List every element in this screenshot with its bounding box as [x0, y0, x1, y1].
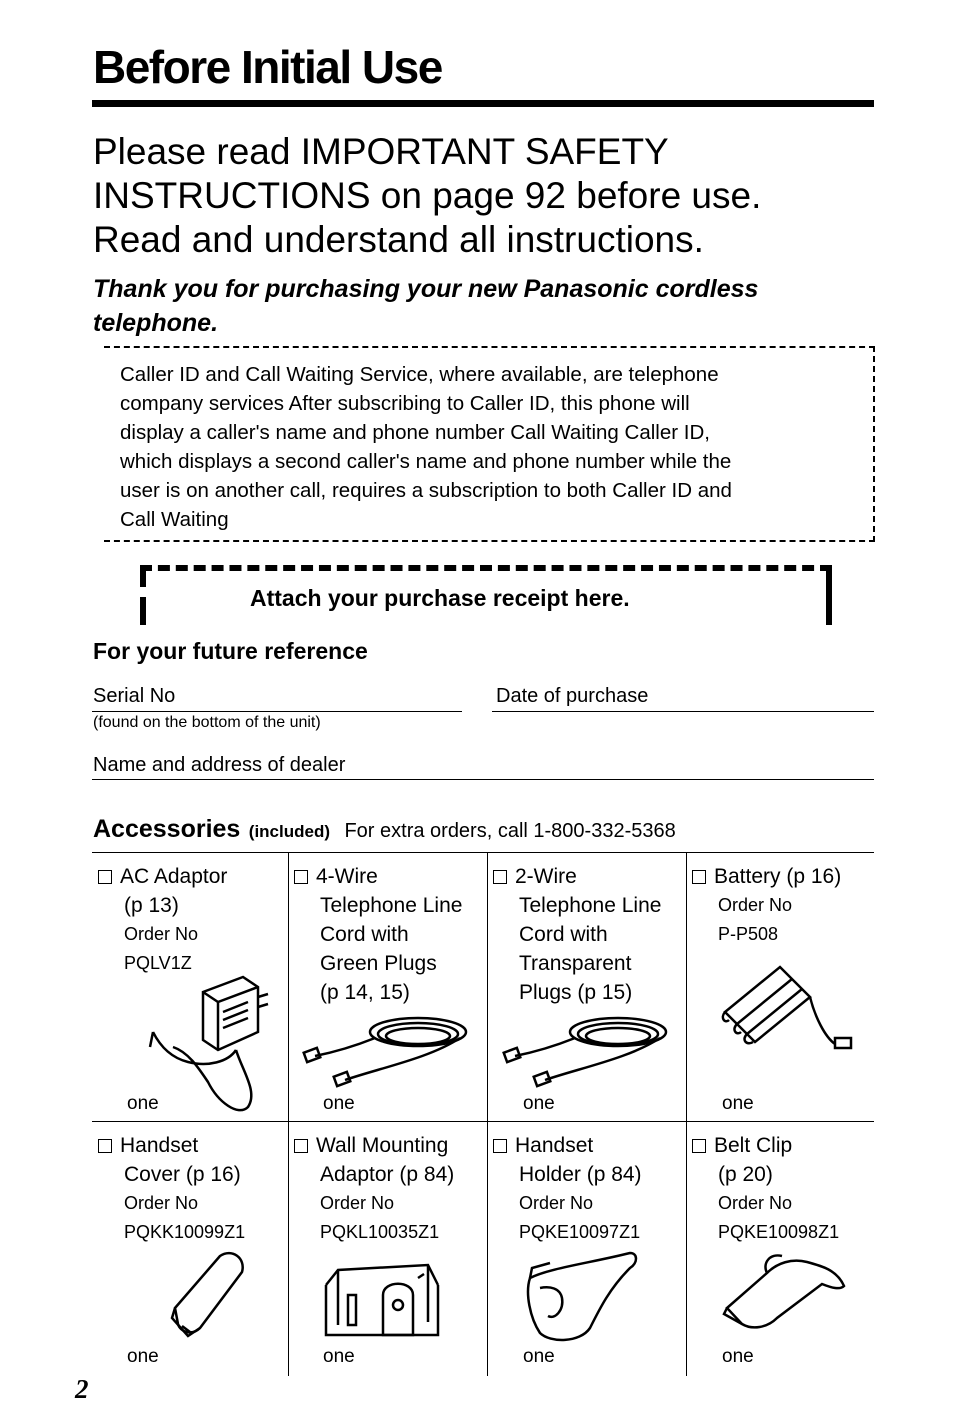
checkbox-icon: [294, 870, 308, 884]
item-name: AC Adaptor: [98, 862, 294, 891]
checkbox-icon: [493, 1139, 507, 1153]
safety-line: INSTRUCTIONS on page 92 before use.: [93, 175, 762, 216]
page-title: Before Initial Use: [93, 41, 442, 93]
order-code: PQLV1Z: [124, 953, 192, 973]
item-name-line: Holder (p 84): [519, 1163, 642, 1186]
item-name-line: Telephone Line: [519, 894, 662, 917]
item-quantity: one: [323, 1093, 355, 1114]
order-code: P-P508: [718, 924, 779, 944]
reference-heading: For your future reference: [93, 638, 368, 664]
grid-divider: [92, 1121, 874, 1122]
page-number: 2: [75, 1374, 89, 1404]
receipt-label: Attach your purchase receipt here.: [250, 585, 630, 611]
item-quantity: one: [722, 1346, 754, 1367]
item-quantity: one: [127, 1093, 159, 1114]
accessory-item: [294, 862, 490, 1007]
safety-notice: [93, 130, 893, 262]
dealer-label: Name and address of dealer: [93, 754, 346, 776]
accessory-item: [98, 862, 294, 978]
telephone-cord-icon: [300, 1008, 478, 1090]
note-line: Call Waiting: [120, 508, 229, 531]
item-name-line: (p 14, 15): [320, 981, 410, 1004]
serial-number-note: (found on the bottom of the unit): [93, 714, 321, 731]
accessories-title: Accessories: [93, 815, 241, 843]
note-line: user is on another call, requires a subscription to both Caller ID and: [120, 479, 732, 502]
order-label: Order No: [124, 1193, 199, 1213]
item-name-line: Cover (p 16): [124, 1163, 241, 1186]
telephone-cord-icon: [500, 1008, 678, 1090]
item-name-line: Telephone Line: [320, 894, 463, 917]
caller-id-note: [120, 360, 840, 534]
safety-line: Please read IMPORTANT SAFETY: [93, 131, 669, 172]
serial-number-line: [92, 711, 462, 712]
order-code: PQKL10035Z1: [320, 1222, 440, 1242]
thank-you-message: Thank you for purchasing your new Panasonic cordless telephone.: [93, 275, 759, 337]
item-name: Handset: [493, 1131, 689, 1160]
belt-clip-icon: [722, 1248, 852, 1343]
item-name-line: Transparent: [519, 952, 632, 975]
handset-holder-icon: [520, 1248, 645, 1348]
order-code: PQKE10098Z1: [718, 1222, 840, 1242]
purchase-date-label: Date of purchase: [496, 685, 649, 707]
checkbox-icon: [98, 1139, 112, 1153]
purchase-date-line: [492, 711, 874, 712]
item-name-line: Cord with: [519, 923, 608, 946]
accessory-item: [98, 1131, 294, 1247]
note-line: display a caller's name and phone number Call Waiting Caller ID,: [120, 421, 710, 444]
item-name: Belt Clip: [692, 1131, 888, 1160]
item-name-line: (p 13): [124, 894, 179, 917]
ac-adaptor-icon: [148, 972, 273, 1117]
item-quantity: one: [523, 1093, 555, 1114]
checkbox-icon: [98, 870, 112, 884]
accessory-item: [493, 862, 689, 1007]
item-name: Battery (p 16): [692, 862, 888, 891]
order-code: PQKK10099Z1: [124, 1222, 246, 1242]
item-name-line: (p 20): [718, 1163, 773, 1186]
serial-number-label: Serial No: [93, 685, 176, 707]
checkbox-icon: [692, 1139, 706, 1153]
item-name-line: Adaptor (p 84): [320, 1163, 455, 1186]
safety-line: Read and understand all instructions.: [93, 219, 704, 260]
checkbox-icon: [294, 1139, 308, 1153]
dealer-line: [92, 779, 874, 780]
order-label: Order No: [124, 924, 199, 944]
checkbox-icon: [692, 870, 706, 884]
item-name-line: Green Plugs: [320, 952, 437, 975]
checkbox-icon: [493, 870, 507, 884]
note-line: Caller ID and Call Waiting Service, where available, are telephone: [120, 363, 719, 386]
item-name: 2-Wire: [493, 862, 689, 891]
title-rule: [92, 100, 874, 107]
item-quantity: one: [127, 1346, 159, 1367]
note-line: which displays a second caller's name and phone number while the: [120, 450, 732, 473]
accessory-item: [294, 1131, 490, 1247]
item-name-line: Cord with: [320, 923, 409, 946]
item-quantity: one: [523, 1346, 555, 1367]
battery-pack-icon: [715, 962, 865, 1077]
wall-mounting-adaptor-icon: [318, 1250, 453, 1345]
handset-cover-icon: [170, 1248, 250, 1343]
item-name: 4-Wire: [294, 862, 490, 891]
accessories-order-note: For extra orders, call 1-800-332-5368: [344, 820, 676, 842]
order-label: Order No: [320, 1193, 395, 1213]
item-name-line: Plugs (p 15): [519, 981, 633, 1004]
note-line: company services After subscribing to Caller ID, this phone will: [120, 392, 690, 415]
order-code: PQKE10097Z1: [519, 1222, 641, 1242]
item-name: Wall Mounting: [294, 1131, 490, 1160]
item-name: Handset: [98, 1131, 294, 1160]
accessory-item: [692, 1131, 888, 1247]
accessories-included: (included): [248, 822, 330, 841]
item-quantity: one: [323, 1346, 355, 1367]
order-label: Order No: [519, 1193, 594, 1213]
accessory-item: [692, 862, 888, 949]
order-label: Order No: [718, 1193, 793, 1213]
accessory-item: [493, 1131, 689, 1247]
accessories-heading: [93, 815, 676, 844]
item-quantity: one: [722, 1093, 754, 1114]
order-label: Order No: [718, 895, 793, 915]
